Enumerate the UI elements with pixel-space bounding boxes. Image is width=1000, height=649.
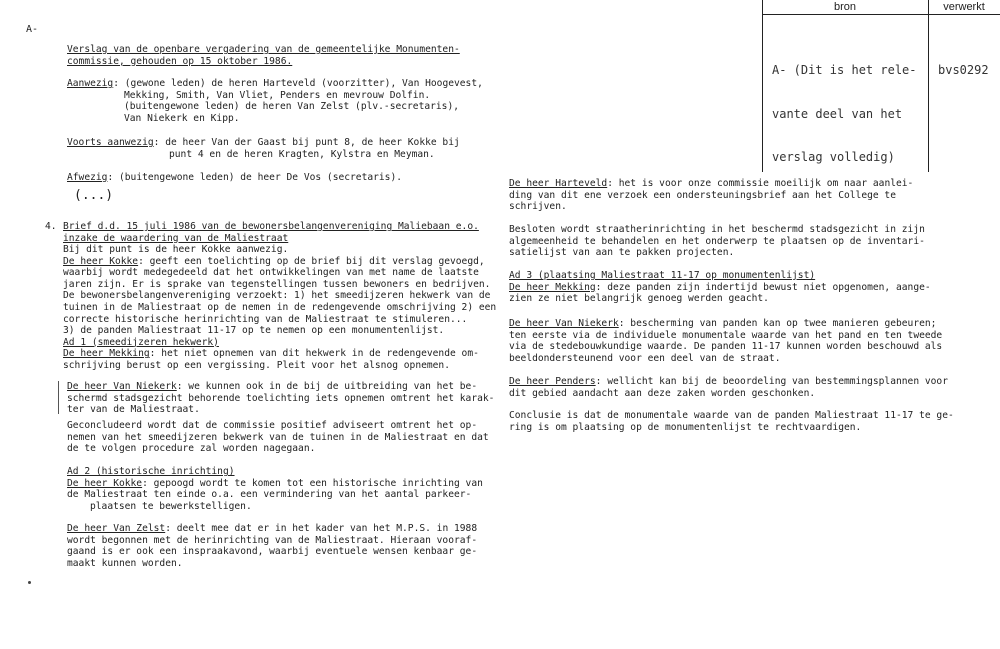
col-bron-header: bron <box>762 0 928 15</box>
harteveld-line: ding van dit ene verzoek een ondersteuningsbrief aan het College te <box>509 189 896 201</box>
niekerk-line: schermd stadsgezicht behorende toelichting iets opnemen omtrent het karak- <box>67 392 495 404</box>
ad3-heading: Ad 3 (plaatsing Maliestraat 11-17 op monumentenlijst) <box>509 270 816 281</box>
niekerk-line: ter van de Maliestraat. <box>67 404 200 416</box>
kokke-line: 3) de panden Maliestraat 11-17 op te nemen op een monumentenlijst. <box>63 325 445 337</box>
niekerk2-line: beeldondersteunend voor een deel van de straat. <box>509 352 781 364</box>
voorts-label: Voorts aanwezig <box>67 137 154 148</box>
kokke-line: De bewonersbelangenvereniging verzoekt: 1) het smeedijzeren hekwerk van de <box>63 290 491 302</box>
kokke2-line: : gepoogd wordt te komen tot een historische inrichting van <box>142 477 483 489</box>
kokke-label: De heer Kokke <box>63 255 139 267</box>
bron-line: A- (Dit is het rele- <box>772 63 917 77</box>
aanwezig-line: Mekking, Smith, Van Vliet, Penders en mevrouw Dolfin. <box>124 89 431 101</box>
zelst-line: wordt begonnen met de herinrichting van de Maliestraat. Hieraan vooraf- <box>67 534 478 546</box>
kokke-line: : geeft een toelichting op de brief bij dit verslag gevoegd, <box>138 255 485 267</box>
besloten-line: algemeenheid te behandelen en het onderwerp te plaatsen op de inventari- <box>509 235 925 247</box>
item4-body <box>63 244 496 372</box>
besloten-block <box>509 224 925 259</box>
document-title <box>67 44 460 67</box>
aanwezig-line: (buitengewone leden) de heren Van Zelst (plv.-secretaris), <box>124 101 460 113</box>
item-number: 4. <box>45 221 57 232</box>
niekerk2-line: via de stedebouwkundige waarde. De panden 11-17 kunnen worden beschouwd als <box>509 341 943 353</box>
harteveld-block <box>509 178 913 213</box>
afwezig-label: Afwezig <box>67 172 108 183</box>
niekerk-line: : we kunnen ook in de bij de uitbreiding van het be- <box>176 381 478 392</box>
mekking2-line: : deze panden zijn indertijd bewust niet opgenomen, aange- <box>595 281 931 293</box>
title-line: commissie, gehouden op 15 oktober 1986. <box>67 55 293 67</box>
penders-block <box>509 376 948 399</box>
margin-bar <box>58 381 59 414</box>
ad1-heading: Ad 1 (smeedijzeren hekwerk) <box>63 336 219 348</box>
aanwezig-label: Aanwezig <box>67 78 114 89</box>
ad3-block <box>509 270 931 305</box>
ad2-block <box>67 466 483 512</box>
penders-label: De heer Penders <box>509 376 596 387</box>
ad2-heading: Ad 2 (historische inrichting) <box>67 466 235 477</box>
penders-line: dit gebied aandacht aan deze zaken worden geschonken. <box>509 387 816 399</box>
item4-heading-line: inzake de waardering van de Maliestraat <box>63 232 289 244</box>
zelst-block <box>67 523 477 569</box>
margin-dot <box>28 581 31 584</box>
conclusie-line: Conclusie is dat de monumentale waarde van de panden Maliestraat 11-17 te ge- <box>509 410 954 421</box>
kokke2-label: De heer Kokke <box>67 477 143 489</box>
aanwezig-line: Van Niekerk en Kipp. <box>124 112 240 124</box>
niekerk2-line: ten eerste via de individuele monumentale waarde van het pand en ten tweede <box>509 329 943 341</box>
kokke-line: tuinen in de Maliestraat op de nemen in de redengevende omschrijving 2) een <box>63 301 497 313</box>
penders-line: : wellicht kan bij de beoordeling van bestemmingsplannen voor <box>595 376 948 387</box>
harteveld-line: schrijven. <box>509 201 567 213</box>
voorts-line: punt 4 en de heren Kragten, Kylstra en Meyman. <box>169 148 435 160</box>
afwezig-text: : (buitengewone leden) de heer De Vos (secretaris). <box>107 172 403 183</box>
kokke2-line: de Maliestraat ten einde o.a. een vermindering van het aantal parkeer- <box>67 489 472 501</box>
margin-label: A- <box>26 24 39 35</box>
besloten-line: Besloten wordt straatherinrichting in het beschermd stadsgezicht in zijn <box>509 224 925 235</box>
conclusie-block <box>509 410 954 433</box>
niekerk2-block <box>509 318 942 364</box>
bron-line: verslag volledig) <box>772 150 895 164</box>
harteveld-line: : het is voor onze commissie moeilijk om naar aanlei- <box>607 178 914 189</box>
niekerk2-line: : bescherming van panden kan op twee manieren gebeuren; <box>618 318 937 329</box>
conclusion-line: Geconcludeerd wordt dat de commissie positief adviseert omtrent het op- <box>67 420 478 431</box>
zelst-line: : deelt mee dat er in het kader van het M.P.S. in 1988 <box>165 523 478 534</box>
col-verwerkt-header: verwerkt <box>928 0 1000 15</box>
title-line: Verslag van de openbare vergadering van de gemeentelijke Monumenten- <box>67 44 460 55</box>
conclusion-block <box>67 420 489 455</box>
besloten-line: satielijst van aan te pakken projecten. <box>509 247 735 259</box>
mekking-line: schrijving berust op een vergissing. Pleit voor het alsnog opnemen. <box>63 359 450 371</box>
mekking2-line: zien ze niet belangrijk genoeg werden geacht. <box>509 293 769 305</box>
item4-heading <box>63 221 479 244</box>
zelst-line: gaand is er ook een inspraakavond, waarbij eventuele wensen kenbaar ge- <box>67 546 478 558</box>
afwezig-block <box>67 172 402 184</box>
kokke-line: waarbij wordt medegedeeld dat het ontwikkelingen van met name de laatste <box>63 267 479 279</box>
kokke-line: jaren zijn. Er is sprake van tegenstellingen tussen bewoners en bedrijven. <box>63 278 491 290</box>
kokke-line: correcte historische herinrichting van de Maliestraat te stimuleren... <box>63 313 468 325</box>
voorts-block <box>67 137 460 160</box>
zelst-label: De heer Van Zelst <box>67 523 166 534</box>
mekking-line: : het niet opnemen van dit hekwerk in de redengevende om- <box>149 348 479 360</box>
niekerk-label: De heer Van Niekerk <box>67 381 177 392</box>
bron-cell <box>772 34 917 194</box>
conclusion-line: nemen van het smeedijzeren bekwerk van de tuinen in de Maliestraat en dat <box>67 431 489 443</box>
bron-line: vante deel van het <box>772 106 903 121</box>
kokke2-line: plaatsen te bewerkstelligen. <box>90 500 252 512</box>
voorts-line: : de heer Van der Gaast bij punt 8, de heer Kokke bij <box>153 137 460 148</box>
conclusie-line: ring is om plaatsing op de monumentenlijst te rechtvaardigen. <box>509 421 862 433</box>
harteveld-label: De heer Harteveld <box>509 178 608 189</box>
ellipsis: (...) <box>74 188 114 203</box>
niekerk-block <box>67 381 494 416</box>
item4-intro: Bij dit punt is de heer Kokke aanwezig. <box>63 244 289 255</box>
item4-heading-line: Brief d.d. 15 juli 1986 van de bewonersbelangenvereniging Maliebaan e.o. <box>63 221 479 232</box>
niekerk2-label: De heer Van Niekerk <box>509 318 619 329</box>
aanwezig-line: : (gewone leden) de heren Harteveld (voorzitter), Van Hoogevest, <box>113 78 483 89</box>
mekking-label: De heer Mekking <box>63 348 150 360</box>
aanwezig-block <box>67 78 483 124</box>
mekking2-label: De heer Mekking <box>509 281 596 293</box>
zelst-line: maakt kunnen worden. <box>67 557 183 569</box>
source-table <box>762 0 1000 172</box>
conclusion-line: de te volgen procedure zal worden nagegaan. <box>67 443 316 455</box>
verwerkt-cell: bvs0292 <box>938 63 989 77</box>
